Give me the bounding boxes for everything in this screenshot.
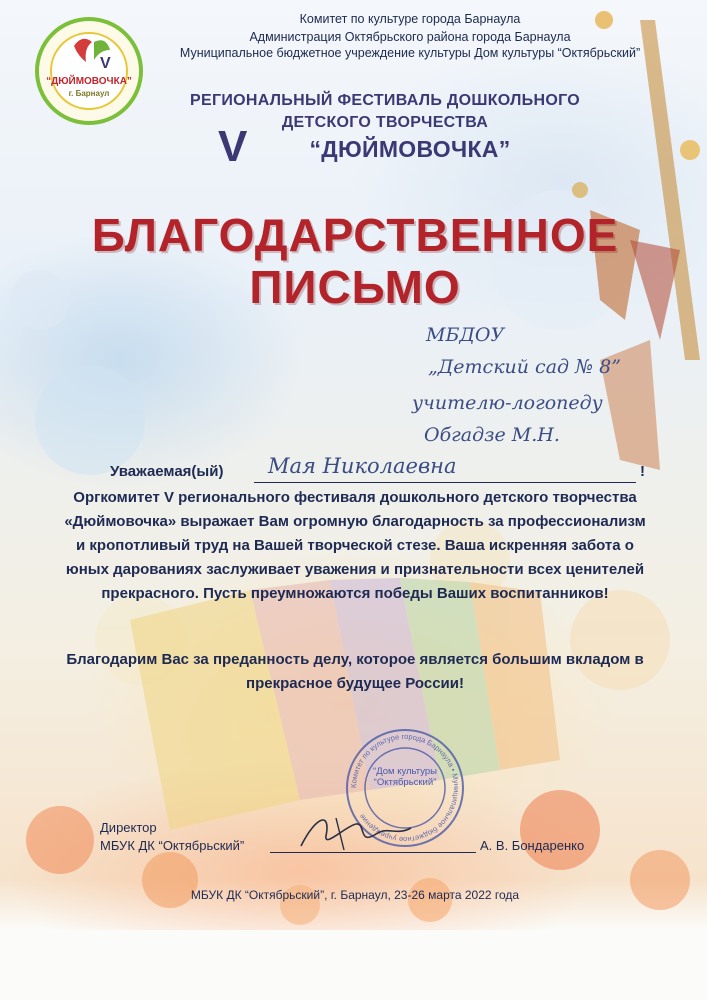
- header-administration: Администрация Октябрьского района города Барнаула: [249, 30, 571, 44]
- recipient-line3: учителю-логопеду: [412, 392, 603, 414]
- greeting-exclamation: !: [640, 463, 645, 480]
- greeting-name: Мая Николаевна: [268, 454, 457, 478]
- stamp-center-text: “Дом культуры “Октябрьский”: [373, 766, 437, 788]
- recipient-line4: Обгадзе М.Н.: [424, 424, 560, 446]
- festival-name: “ДЮЙМОВОЧКА”: [309, 136, 511, 162]
- logo-name: “ДЮЙМОВОЧКА”: [46, 76, 132, 87]
- stamp-ring-text: Комитет по культуре города Барнаула • Муниципальное бюджетное учреждение: [348, 731, 462, 845]
- festival-logo: [34, 16, 144, 126]
- body-paragraph-1: Оргкомитет V регионального фестиваля дошкольного детского творчества «Дюймовочка» выражает Вам огромную благодарность за профессионализм и кропотливый труд на Вашей творческой стезе. Ваша искренняя забота о юных дарованиях заслуживает уважения и признательности всех ценителей прекрасного. Пусть преумножаются победы Ваших воспитанников!: [64, 489, 646, 602]
- festival-numeral: V: [218, 122, 248, 171]
- body-paragraph-2: Благодарим Вас за преданность делу, которое является большим вкладом в прекрасное будущее России!: [66, 651, 644, 692]
- bottom-strip: [0, 930, 707, 1000]
- signer-organization: МБУК ДК “Октябрьский”: [100, 838, 245, 853]
- greeting-label: Уважаемая(ый): [110, 463, 224, 480]
- logo-numeral: V: [100, 55, 111, 72]
- festival-title-line2: ДЕТСКОГО ТВОРЧЕСТВА: [281, 114, 489, 131]
- handwritten-signature: [296, 806, 416, 856]
- header-institution: Муниципальное бюджетное учреждение культуры Дом культуры “Октябрьский”: [179, 46, 641, 60]
- recipient-line2: „Детский сад № 8”: [428, 356, 621, 378]
- logo-city: г. Барнаул: [68, 89, 110, 98]
- document-title-line2: ПИСЬМО: [249, 261, 461, 313]
- header-committee: Комитет по культуре города Барнаула: [299, 12, 521, 26]
- footer-venue-date: МБУК ДК “Октябрьский”, г. Барнаул, 23-26 марта 2022 года: [190, 888, 520, 902]
- document-title-line1: БЛАГОДАРСТВЕННОЕ: [91, 209, 619, 261]
- recipient-line1: МБДОУ: [426, 324, 505, 346]
- signer-title: Директор: [100, 820, 157, 835]
- greeting-underline: [254, 482, 636, 483]
- festival-title-line1: РЕГИОНАЛЬНЫЙ ФЕСТИВАЛЬ ДОШКОЛЬНОГО: [190, 92, 580, 109]
- signer-name: А. В. Бондаренко: [480, 838, 585, 853]
